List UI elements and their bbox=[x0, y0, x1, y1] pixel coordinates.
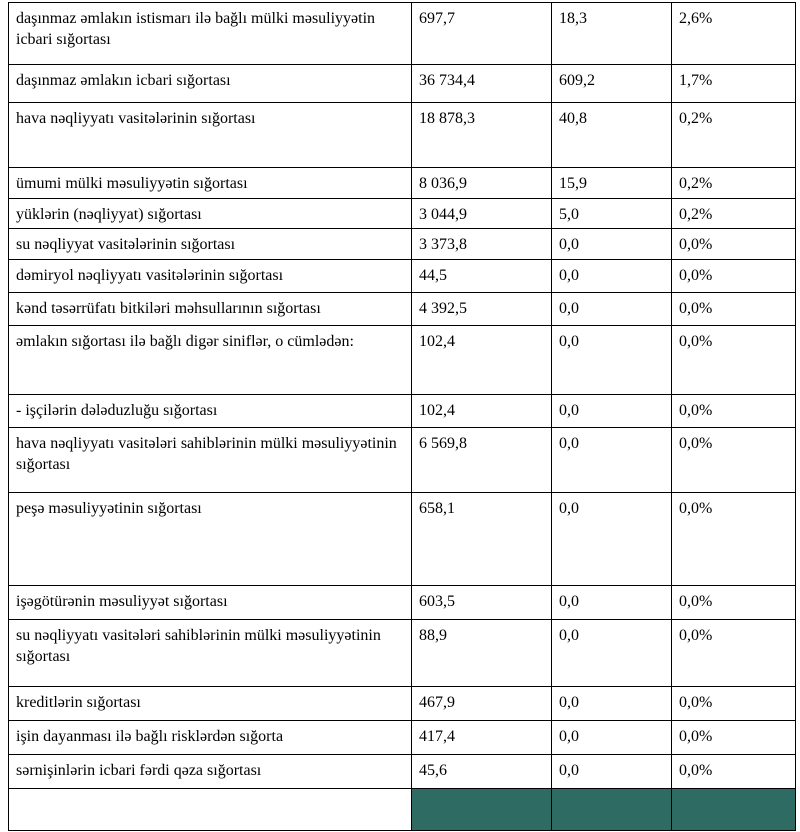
insurance-class-cell: - işçilərin dələduzluğu sığortası bbox=[9, 395, 412, 428]
table-row bbox=[9, 428, 796, 493]
premium-cell: 36 734,4 bbox=[412, 65, 552, 103]
footer-empty-cell bbox=[9, 789, 412, 831]
table-row bbox=[9, 65, 796, 103]
share-cell: 0,0% bbox=[672, 755, 796, 789]
share-cell: 0,0% bbox=[672, 721, 796, 755]
table-row bbox=[9, 620, 796, 687]
insurance-class-cell: kreditlərin sığortası bbox=[9, 687, 412, 721]
share-cell: 0,0% bbox=[672, 620, 796, 687]
table-row bbox=[9, 755, 796, 789]
claims-cell: 0,0 bbox=[552, 687, 672, 721]
share-cell: 0,0% bbox=[672, 229, 796, 260]
insurance-class-cell: peşə məsuliyyətinin sığortası bbox=[9, 493, 412, 586]
insurance-table-footer bbox=[9, 789, 796, 831]
table-row bbox=[9, 326, 796, 395]
insurance-class-cell: sərnişinlərin icbari fərdi qəza sığortası bbox=[9, 755, 412, 789]
insurance-table bbox=[8, 2, 796, 831]
share-cell: 0,0% bbox=[672, 586, 796, 620]
insurance-class-cell: dəmiryol nəqliyyatı vasitələrinin sığortası bbox=[9, 260, 412, 293]
footer-filled-cell bbox=[412, 789, 552, 831]
table-row bbox=[9, 229, 796, 260]
table-row bbox=[9, 199, 796, 229]
insurance-class-cell: hava nəqliyyatı vasitələrinin sığortası bbox=[9, 103, 412, 168]
claims-cell: 0,0 bbox=[552, 493, 672, 586]
table-row bbox=[9, 168, 796, 199]
highlighted-row-partial bbox=[9, 789, 796, 831]
insurance-class-cell: əmlakın sığortası ilə bağlı digər siniflər, o cümlədən: bbox=[9, 326, 412, 395]
claims-cell: 0,0 bbox=[552, 586, 672, 620]
table-row bbox=[9, 395, 796, 428]
insurance-class-cell: kənd təsərrüfatı bitkiləri məhsullarının sığortası bbox=[9, 293, 412, 326]
share-cell: 0,0% bbox=[672, 326, 796, 395]
insurance-class-cell: işəgötürənin məsuliyyət sığortası bbox=[9, 586, 412, 620]
claims-cell: 609,2 bbox=[552, 65, 672, 103]
premium-cell: 8 036,9 bbox=[412, 168, 552, 199]
table-row bbox=[9, 260, 796, 293]
share-cell: 0,0% bbox=[672, 395, 796, 428]
claims-cell: 0,0 bbox=[552, 326, 672, 395]
premium-cell: 3 373,8 bbox=[412, 229, 552, 260]
share-cell: 1,7% bbox=[672, 65, 796, 103]
premium-cell: 102,4 bbox=[412, 395, 552, 428]
premium-cell: 417,4 bbox=[412, 721, 552, 755]
share-cell: 0,2% bbox=[672, 199, 796, 229]
table-row bbox=[9, 293, 796, 326]
claims-cell: 0,0 bbox=[552, 293, 672, 326]
table-row bbox=[9, 493, 796, 586]
premium-cell: 467,9 bbox=[412, 687, 552, 721]
claims-cell: 40,8 bbox=[552, 103, 672, 168]
premium-cell: 45,6 bbox=[412, 755, 552, 789]
share-cell: 0,0% bbox=[672, 687, 796, 721]
premium-cell: 4 392,5 bbox=[412, 293, 552, 326]
premium-cell: 44,5 bbox=[412, 260, 552, 293]
claims-cell: 0,0 bbox=[552, 395, 672, 428]
table-row bbox=[9, 103, 796, 168]
table-row bbox=[9, 586, 796, 620]
claims-cell: 0,0 bbox=[552, 620, 672, 687]
table-row bbox=[9, 721, 796, 755]
share-cell: 0,2% bbox=[672, 168, 796, 199]
premium-cell: 6 569,8 bbox=[412, 428, 552, 493]
insurance-table-body bbox=[9, 3, 796, 789]
premium-cell: 3 044,9 bbox=[412, 199, 552, 229]
premium-cell: 88,9 bbox=[412, 620, 552, 687]
claims-cell: 18,3 bbox=[552, 3, 672, 65]
share-cell: 0,0% bbox=[672, 493, 796, 586]
premium-cell: 102,4 bbox=[412, 326, 552, 395]
share-cell: 0,2% bbox=[672, 103, 796, 168]
insurance-class-cell: su nəqliyyat vasitələrinin sığortası bbox=[9, 229, 412, 260]
insurance-class-cell: işin dayanması ilə bağlı risklərdən sığorta bbox=[9, 721, 412, 755]
table-row bbox=[9, 3, 796, 65]
share-cell: 0,0% bbox=[672, 260, 796, 293]
insurance-class-cell: hava nəqliyyatı vasitələri sahiblərinin mülki məsuliyyətinin sığortası bbox=[9, 428, 412, 493]
claims-cell: 0,0 bbox=[552, 428, 672, 493]
share-cell: 0,0% bbox=[672, 428, 796, 493]
claims-cell: 0,0 bbox=[552, 229, 672, 260]
premium-cell: 603,5 bbox=[412, 586, 552, 620]
claims-cell: 0,0 bbox=[552, 260, 672, 293]
insurance-class-cell: daşınmaz əmlakın istismarı ilə bağlı mülki məsuliyyətin icbari sığortası bbox=[9, 3, 412, 65]
insurance-class-cell: daşınmaz əmlakın icbari sığortası bbox=[9, 65, 412, 103]
share-cell: 2,6% bbox=[672, 3, 796, 65]
insurance-class-cell: ümumi mülki məsuliyyətin sığortası bbox=[9, 168, 412, 199]
premium-cell: 18 878,3 bbox=[412, 103, 552, 168]
premium-cell: 658,1 bbox=[412, 493, 552, 586]
claims-cell: 0,0 bbox=[552, 755, 672, 789]
share-cell: 0,0% bbox=[672, 293, 796, 326]
claims-cell: 0,0 bbox=[552, 721, 672, 755]
insurance-class-cell: su nəqliyyatı vasitələri sahiblərinin mülki məsuliyyətinin sığortası bbox=[9, 620, 412, 687]
premium-cell: 697,7 bbox=[412, 3, 552, 65]
table-row bbox=[9, 687, 796, 721]
claims-cell: 15,9 bbox=[552, 168, 672, 199]
insurance-class-cell: yüklərin (nəqliyyat) sığortası bbox=[9, 199, 412, 229]
footer-filled-cell bbox=[552, 789, 672, 831]
footer-filled-cell bbox=[672, 789, 796, 831]
claims-cell: 5,0 bbox=[552, 199, 672, 229]
